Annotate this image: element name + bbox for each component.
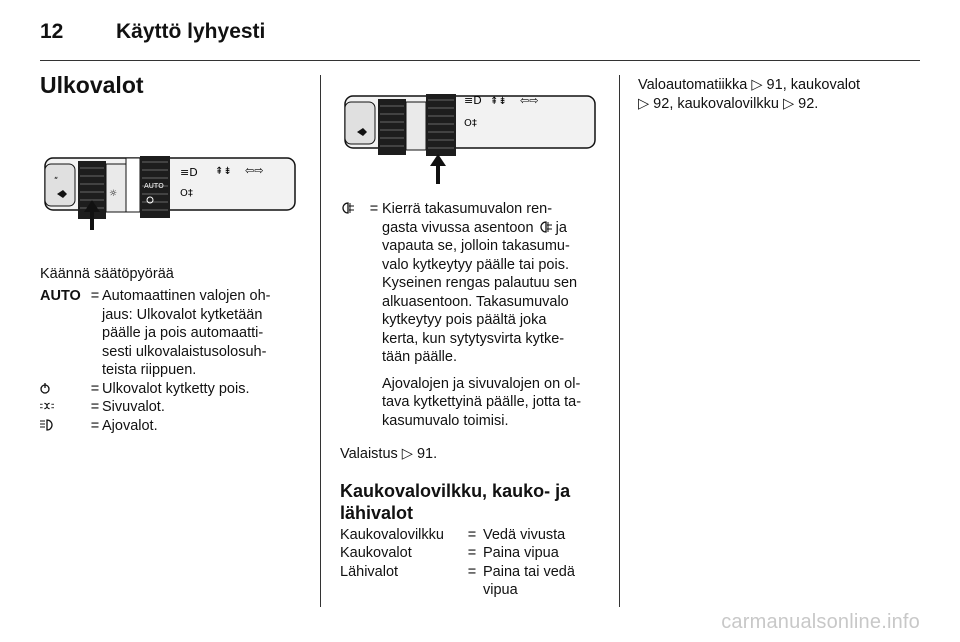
watermark: carmanualsonline.info — [721, 611, 920, 633]
svg-text:O‡: O‡ — [464, 118, 477, 129]
rear-fog-light-icon — [340, 200, 366, 430]
text-line: tava kytkettyinä päälle, jotta ta- — [382, 394, 582, 410]
column-divider-2 — [619, 75, 620, 607]
text-fragment: ja — [551, 219, 567, 236]
text-line: vipua — [483, 582, 518, 598]
power-off-icon — [40, 380, 88, 399]
svg-text:⇞⇟: ⇞⇟ — [215, 165, 232, 177]
definition-text: Sivuvalot. — [102, 399, 165, 415]
text-fragment: Valoautomatiikka — [638, 77, 752, 93]
definition-off — [40, 380, 310, 399]
lighting-reference — [340, 445, 612, 464]
equals-sign: = — [90, 399, 100, 415]
definition-auto — [40, 287, 310, 380]
table-row — [340, 544, 612, 563]
equals-sign: = — [467, 545, 477, 561]
intro-text: Käännä säätöpyörää — [40, 265, 174, 282]
text-line: kasumuvalo toimisi. — [382, 412, 509, 429]
equals-sign: = — [90, 380, 100, 397]
definition-headlights — [40, 417, 310, 436]
subsection-title-line: lähivalot — [340, 502, 414, 523]
text-line: kerta, kun sytytysvirta kytke- — [382, 330, 565, 347]
svg-text:⇦⇨: ⇦⇨ — [245, 163, 264, 177]
section-title: Ulkovalot — [40, 72, 144, 98]
svg-text:AUTO: AUTO — [144, 181, 164, 190]
definition-side-lights — [40, 398, 310, 417]
fog-light-stalk-image — [340, 84, 602, 186]
table-desc: Vedä vivusta — [483, 526, 566, 543]
rear-fog-light-icon — [538, 221, 552, 233]
page-header — [40, 20, 920, 62]
equals-sign: = — [369, 201, 379, 217]
light-switch-stalk-image — [40, 116, 300, 231]
text-line: tään päälle. — [382, 349, 457, 365]
page-ref-arrow-icon: ▷ — [782, 95, 795, 112]
side-lights-icon — [40, 398, 88, 417]
beam-table — [340, 526, 612, 600]
table-desc: Paina vipua — [483, 545, 559, 561]
text-fragment: 92, kaukovalovilkku — [649, 95, 783, 112]
text-line: alkuasentoon. Takasumuvalo — [382, 293, 569, 310]
equals-sign: = — [467, 526, 477, 543]
page-ref-arrow-icon: ▷ — [638, 95, 650, 112]
middle-column — [340, 84, 612, 600]
svg-text:☼: ☼ — [109, 188, 118, 199]
column-divider-1 — [320, 75, 321, 607]
equals-sign: = — [90, 288, 100, 304]
text-line: päälle ja pois automaatti- — [102, 325, 264, 341]
right-column — [638, 76, 918, 113]
subsection-title-line: Kaukovalovilkku, kauko- ja — [340, 480, 571, 501]
svg-text:≡D: ≡D — [180, 165, 198, 179]
term-auto: AUTO — [40, 288, 81, 304]
equals-sign: = — [467, 563, 477, 580]
text-line: Paina tai vedä — [483, 563, 575, 580]
left-column — [40, 72, 310, 435]
text-line: teista riippuen. — [102, 362, 197, 378]
text-fragment: 92. — [794, 95, 819, 112]
headlights-icon — [40, 417, 88, 436]
text-line: Automaattinen valojen oh- — [102, 288, 271, 304]
table-desc — [483, 563, 612, 600]
text-line: vapauta se, jolloin takasumu- — [382, 238, 570, 254]
text-line: kytkeytyy pois päältä joka — [382, 312, 547, 328]
text-line: Kierrä takasumuvalon ren- — [382, 201, 553, 217]
svg-text:⇞⇟: ⇞⇟ — [490, 96, 507, 107]
text-line: sesti ulkovalaistusolosuh- — [102, 343, 267, 360]
page-number: 12 — [40, 20, 64, 43]
table-term: Kaukovalovilkku — [340, 526, 444, 543]
table-row — [340, 563, 612, 600]
equals-sign: = — [90, 417, 100, 434]
page-ref-arrow-icon: ▷ — [401, 446, 413, 462]
text-line: jaus: Ulkovalot kytketään — [102, 306, 263, 323]
text-line: valo kytkeytyy päälle tai pois. — [382, 256, 569, 273]
definition-list — [40, 287, 310, 435]
page-title: Käyttö lyhyesti — [116, 20, 266, 43]
definition-text — [102, 287, 310, 380]
subsection-heading — [340, 480, 612, 524]
definition-text — [382, 200, 612, 430]
header-rule — [40, 60, 920, 61]
table-term: Kaukovalot — [340, 545, 412, 561]
cross-references — [638, 76, 918, 113]
svg-text:ʺ: ʺ — [54, 176, 59, 187]
table-term: Lähivalot — [340, 563, 399, 580]
text-fragment: 91. — [412, 446, 438, 462]
text-line: Ajovalojen ja sivuvalojen on ol- — [382, 375, 581, 392]
text-fragment: 91, kaukovalot — [762, 77, 861, 93]
table-row — [340, 526, 612, 545]
definition-text: Ulkovalot kytketty pois. — [102, 380, 250, 397]
text-line: Kyseinen rengas palautuu sen — [382, 275, 578, 291]
text-line: gasta vivussa asentoon — [382, 219, 534, 236]
definition-text: Ajovalot. — [102, 417, 158, 434]
fog-note — [382, 375, 612, 431]
text-fragment: Valaistus — [340, 446, 402, 462]
definition-fog-light — [340, 200, 612, 430]
svg-text:≡D: ≡D — [464, 94, 482, 107]
svg-text:O‡: O‡ — [180, 187, 193, 199]
svg-text:⇦⇨: ⇦⇨ — [520, 94, 539, 107]
page-ref-arrow-icon: ▷ — [751, 77, 763, 93]
